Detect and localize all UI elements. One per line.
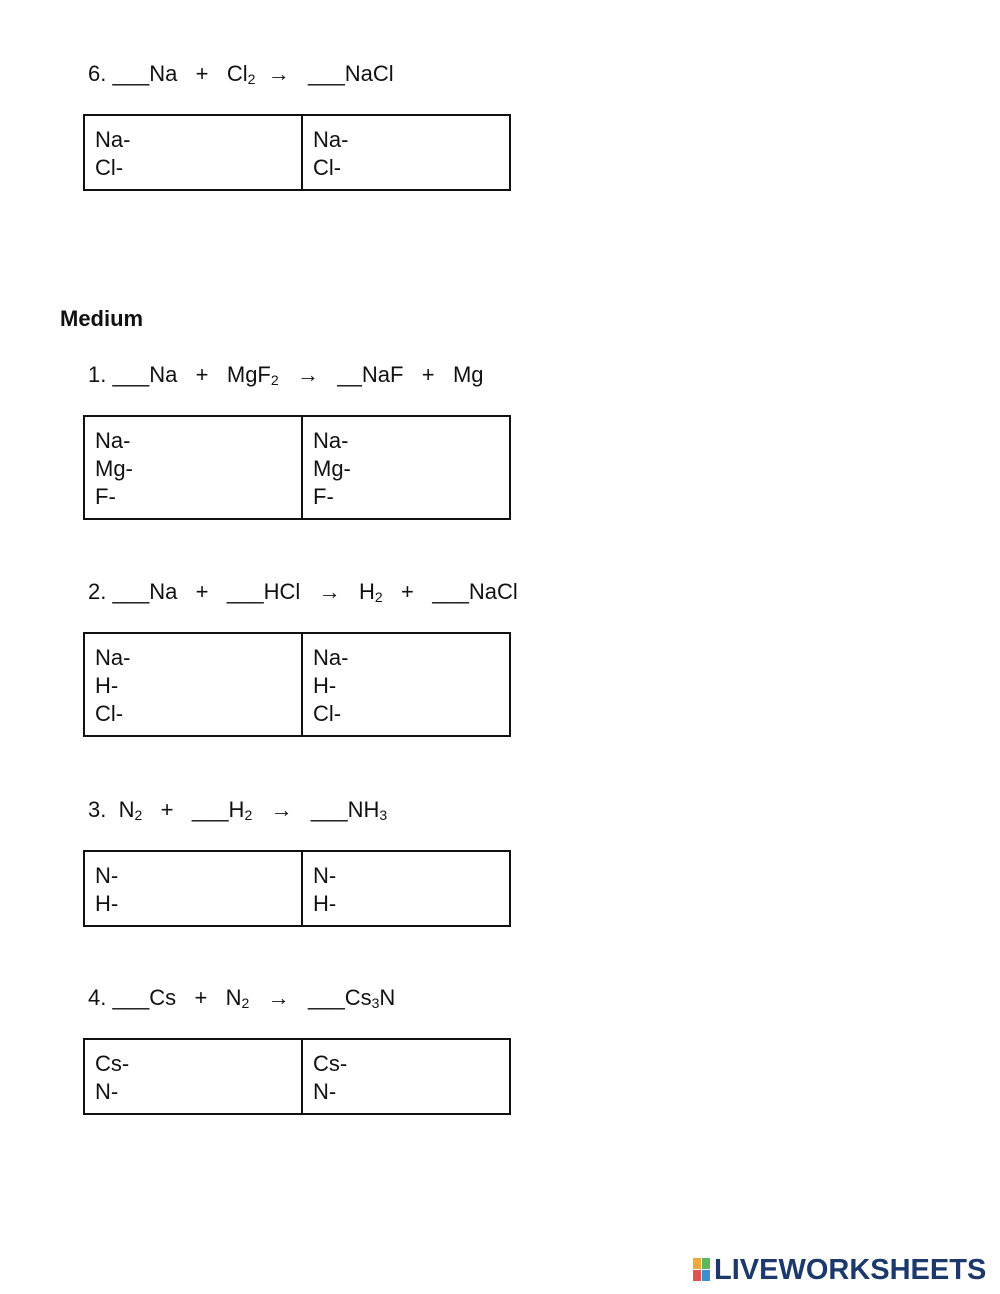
atom-label: N- <box>313 1079 337 1104</box>
atom-label: Na- <box>95 645 131 670</box>
plus-sign: + <box>195 61 209 86</box>
atom-label: F- <box>95 484 116 509</box>
atom-label: Cl- <box>313 701 342 726</box>
product: $H_2$ <box>358 579 383 605</box>
equation-number: 4. <box>88 985 107 1010</box>
product-atoms-cell[interactable] <box>303 852 509 925</box>
equation-4 <box>88 985 395 1011</box>
atom-count-table-4 <box>83 1038 511 1115</box>
product: $Cs_3N$ <box>344 985 396 1011</box>
reactant: Na <box>149 61 178 86</box>
equation-number: 2. <box>88 579 107 604</box>
arrow-icon: → <box>267 61 290 86</box>
atom-count-table-6 <box>83 114 511 191</box>
logo-text: LIVEWORKSHEETS <box>714 1253 987 1286</box>
reactant: Cs <box>149 985 177 1010</box>
reactant: Na <box>149 579 178 604</box>
coefficient-blank: ___ <box>432 579 469 604</box>
reactant: HCl <box>263 579 301 604</box>
coefficient-blank: __ <box>337 362 362 387</box>
equation-number: 3. <box>88 797 107 822</box>
atom-label: Na- <box>313 127 349 152</box>
product: $NH_3$ <box>347 797 388 823</box>
section-heading: Medium <box>60 306 144 331</box>
equation-number: 6. <box>88 61 107 86</box>
atom-label: Cs- <box>313 1051 348 1076</box>
equation-1 <box>88 362 484 388</box>
coefficient-blank: ___ <box>308 985 345 1010</box>
reactant: $Cl_2$ <box>226 61 256 87</box>
arrow-icon: → <box>270 797 293 822</box>
product-atoms-cell[interactable] <box>303 1040 509 1113</box>
equation-6 <box>88 61 394 87</box>
product: NaCl <box>468 579 518 604</box>
atom-label: H- <box>313 673 337 698</box>
plus-sign: + <box>195 579 209 604</box>
atom-label: Mg- <box>313 456 351 481</box>
equation-number: 1. <box>88 362 107 387</box>
atom-label: Cl- <box>95 701 124 726</box>
liveworksheets-logo-icon <box>693 1258 711 1282</box>
product-atoms-cell[interactable] <box>303 634 509 735</box>
atom-label: H- <box>95 891 119 916</box>
atom-count-table-2 <box>83 632 511 737</box>
reactant-atoms-cell[interactable] <box>85 1040 303 1113</box>
atom-label: Na- <box>95 127 131 152</box>
reactant-atoms-cell[interactable] <box>85 417 303 518</box>
arrow-icon: → <box>267 985 290 1010</box>
plus-sign: + <box>421 362 435 387</box>
coefficient-blank: ___ <box>226 579 264 604</box>
plus-sign: + <box>160 797 174 822</box>
equation-2 <box>88 579 518 605</box>
atom-label: H- <box>95 673 119 698</box>
atom-label: Na- <box>313 645 349 670</box>
reactant: $H_2$ <box>228 797 253 823</box>
coefficient-blank: ___ <box>191 797 229 822</box>
product: NaCl <box>344 61 394 86</box>
atom-label: N- <box>95 863 119 888</box>
reactant: MgF$_2$ <box>226 362 279 388</box>
atom-label: H- <box>313 891 337 916</box>
arrow-icon: → <box>318 579 341 604</box>
coefficient-blank: ___ <box>308 61 345 86</box>
reactant: Na <box>149 362 178 387</box>
plus-sign: + <box>195 362 209 387</box>
atom-label: Na- <box>95 428 131 453</box>
plus-sign: + <box>400 579 414 604</box>
arrow-icon: → <box>297 362 320 387</box>
atom-count-table-3 <box>83 850 511 927</box>
coefficient-blank: ___ <box>112 985 150 1010</box>
atom-label: Cl- <box>313 155 342 180</box>
atom-label: Mg- <box>95 456 133 481</box>
product: Mg <box>452 362 484 387</box>
coefficient-blank: ___ <box>310 797 348 822</box>
atom-label: N- <box>313 863 337 888</box>
atom-label: N- <box>95 1079 119 1104</box>
reactant-atoms-cell[interactable] <box>85 116 303 189</box>
equation-3 <box>88 797 387 823</box>
product-atoms-cell[interactable] <box>303 116 509 189</box>
reactant-atoms-cell[interactable] <box>85 852 303 925</box>
atom-count-table-1 <box>83 415 511 520</box>
coefficient-blank: ___ <box>112 61 150 86</box>
atom-label: Na- <box>313 428 349 453</box>
product: NaF <box>361 362 404 387</box>
plus-sign: + <box>194 985 208 1010</box>
reactant: $N_2$ <box>118 797 143 823</box>
coefficient-blank: ___ <box>112 362 150 387</box>
atom-label: F- <box>313 484 334 509</box>
coefficient-blank: ___ <box>112 579 150 604</box>
atom-label: Cs- <box>95 1051 130 1076</box>
atom-label: Cl- <box>95 155 124 180</box>
reactant-atoms-cell[interactable] <box>85 634 303 735</box>
liveworksheets-logo[interactable] <box>693 1254 986 1286</box>
product-atoms-cell[interactable] <box>303 417 509 518</box>
reactant: $N_2$ <box>225 985 250 1011</box>
